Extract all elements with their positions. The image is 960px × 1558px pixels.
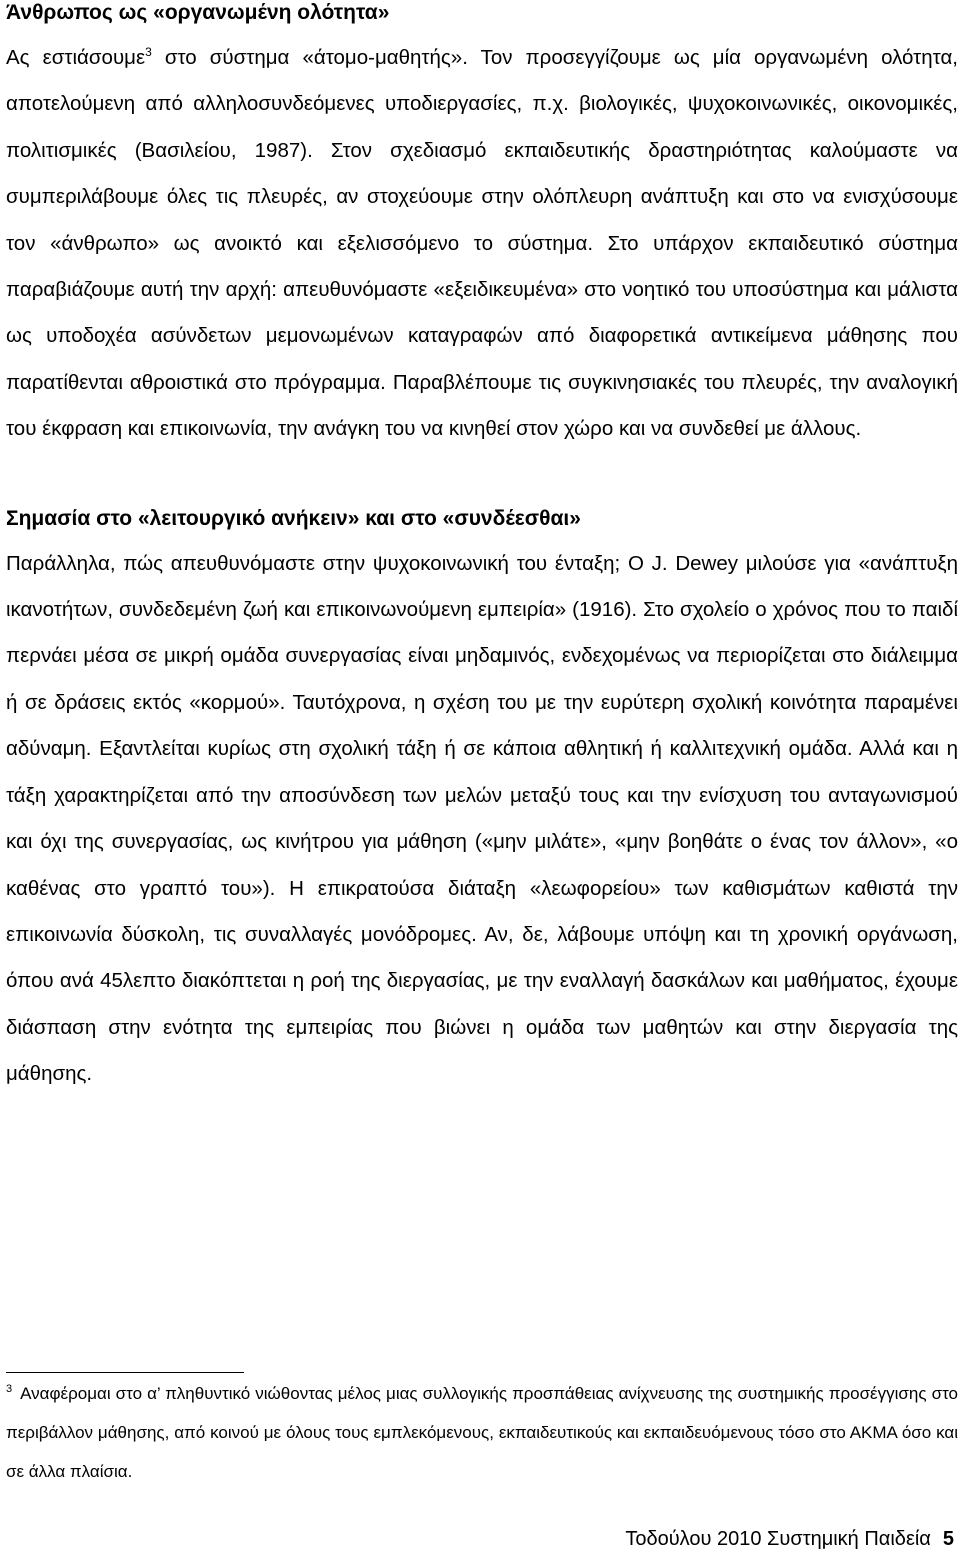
page-number: 5 — [942, 1528, 954, 1550]
page-footer — [625, 1526, 954, 1552]
paragraph-organized-whole — [6, 35, 958, 453]
footnote-text: Αναφέρομαι στο α’ πληθυντικό νιώθοντας μέλος μιας συλλογικής προσπάθειας ανίχνευσης της συστημικής προσέγγισης στο περιβάλλον μάθησης, από κοινού με όλους τους εμπλεκόμενους, εκπαιδευτικούς και εκπαιδευόμενους τόσο στο ΑΚΜΑ όσο και σε άλλα πλαίσια. — [6, 1384, 958, 1481]
footer-text: Τοδούλου 2010 Συστημική Παιδεία — [625, 1528, 931, 1550]
footnote-separator — [6, 1372, 244, 1373]
footnote — [6, 1374, 958, 1491]
paragraph-text-rest: στο σύστημα «άτομο-μαθητής». Τον προσεγγίζουμε ως μία οργανωμένη ολότητα, αποτελούμενη από αλληλοσυνδεόμενες υποδιεργασίες, π.χ. βιολογικές, ψυχοκοινωνικές, οικονομικές, πολιτισμικές (Βασιλείου, 1987). Στον σχεδιασμό εκπαιδευτικής δραστηριότητας καλούμαστε να συμπεριλάβουμε όλες τις πλευρές, αν στοχεύουμε στην ολόπλευρη ανάπτυξη και στο να ενισχύσουμε τον «άνθρωπο» ως ανοικτό και εξελισσόμενο το σύστημα. Στο υπάρχον εκπαιδευτικό σύστημα παραβιάζουμε αυτή την αρχή: απευθυνόμαστε «εξειδικευμένα» στο νοητικό του υποσύστημα και μάλιστα ως υποδοχέα ασύνδετων μεμονωμένων καταγραφών από διαφορετικά αντικείμενα μάθησης που παρατίθενται αθροιστικά στο πρόγραμμα. Παραβλέπουμε τις συγκινησιακές του πλευρές, την αναλογική του έκφραση και επικοινωνία, την ανάγκη του να κινηθεί στον χώρο και να συνδεθεί με άλλους. — [6, 46, 958, 441]
footnote-reference[interactable]: 3 — [145, 45, 152, 60]
section-heading-functional-belonging: Σημασία στο «λειτουργικό ανήκειν» και στο «συνδέεσθαι» — [6, 506, 581, 530]
section-heading-organized-whole: Άνθρωπος ως «οργανωμένη ολότητα» — [6, 1, 390, 24]
paragraph-functional-belonging: Παράλληλα, πώς απευθυνόμαστε στην ψυχοκοινωνική του ένταξη; Ο J. Dewey μιλούσε για «ανάπτυξη ικανοτήτων, συνδεδεμένη ζωή και επικοινωνούμενη εμπειρία» (1916). Στο σχολείο ο χρόνος που το παιδί περνάει μέσα σε μικρή ομάδα συνεργασίας είναι μηδαμινός, ενδεχομένως να περιορίζεται στο διάλειμμα ή σε δράσεις εκτός «κορμού». Ταυτόχρονα, η σχέση του με την ευρύτερη σχολική κοινότητα παραμένει αδύναμη. Εξαντλείται κυρίως στη σχολική τάξη ή σε κάποια αθλητική ή καλλιτεχνική ομάδα. Αλλά και η τάξη χαρακτηρίζεται από την αποσύνδεση των μελών μεταξύ τους και την ενίσχυση του ανταγωνισμού και όχι της συνεργασίας, ως κινήτρου για μάθηση («μην μιλάτε», «μην βοηθάτε ο ένας τον άλλον», «ο καθένας στο γραπτό του»). Η επικρατούσα διάταξη «λεωφορείου» των καθισμάτων καθιστά την επικοινωνία δύσκολη, τις συναλλαγές μονόδρομες. Αν, δε, λάβουμε υπόψη και τη χρονική οργάνωση, όπου ανά 45λεπτο διακόπτεται η ροή της διεργασίας, με την εναλλαγή δασκάλων και μαθήματος, έχουμε διάσπαση στην ενότητα της εμπειρίας που βιώνει η ομάδα των μαθητών και στην διεργασία της μάθησης. — [6, 551, 958, 1086]
document-page — [6, 0, 958, 1098]
footnote-number: 3 — [6, 1383, 13, 1396]
paragraph-text-start: Ας εστιάσουμε — [6, 46, 146, 69]
